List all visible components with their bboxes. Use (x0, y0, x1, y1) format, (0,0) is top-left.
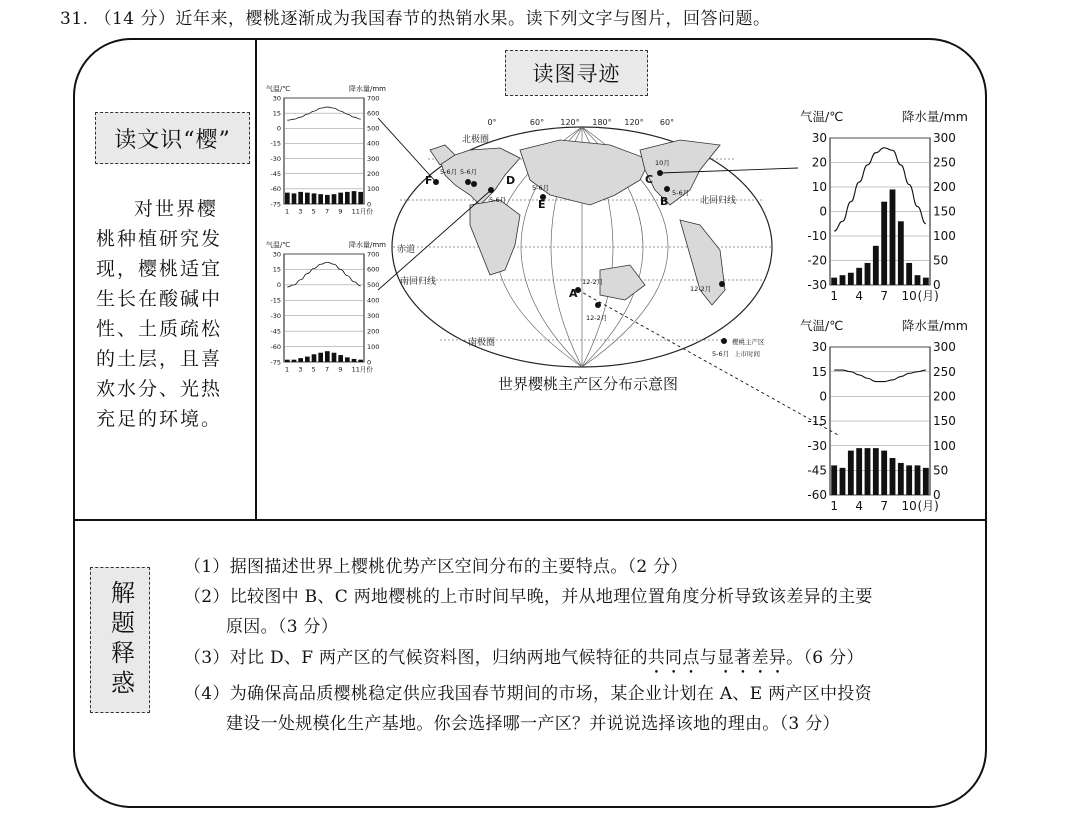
time-label: 5-6月 (489, 196, 507, 204)
time-label: 5-6月 (532, 184, 550, 192)
precip-bar (856, 268, 862, 285)
precip-tick-label: 300 (933, 340, 956, 355)
lon-label: 120° (624, 118, 644, 127)
precip-tick-label: 200 (933, 389, 956, 404)
question-2-line2: 原因。（3 分） (226, 617, 339, 637)
month-tick-label: 7 (880, 289, 888, 303)
precip-bar (881, 451, 887, 495)
precip-tick-label: 100 (933, 438, 956, 453)
precip-bar (865, 263, 871, 285)
equator-label: 赤道 (397, 245, 416, 255)
point-D: D (506, 174, 516, 187)
precip-bar (840, 468, 846, 495)
precip-bar (906, 263, 912, 285)
temperature-curve (834, 148, 926, 231)
arctic-circle-label: 北极圈 (462, 135, 490, 145)
temp-tick-label: 0 (276, 281, 281, 290)
precip-tick-label: 600 (367, 265, 380, 274)
temp-tick-label: 10 (811, 180, 827, 195)
month-tick-label: 5 (311, 207, 316, 216)
temp-tick-label: 15 (272, 265, 281, 274)
temp-tick-label: 20 (811, 155, 827, 170)
question-3-mid: 与 (699, 648, 717, 668)
temp-axis-label: 气温/℃ (800, 109, 844, 124)
point-B: B (660, 195, 669, 208)
temp-tick-label: -15 (270, 139, 281, 148)
precip-bar (292, 193, 297, 204)
cherry-marker (595, 302, 601, 308)
lon-label: 60° (529, 118, 545, 127)
precip-bar (915, 275, 921, 285)
month-tick-label: 4 (855, 499, 863, 513)
precip-tick-label: 300 (367, 154, 380, 163)
precip-bar (318, 353, 323, 362)
time-label: 12-2月 (586, 314, 608, 322)
month-tick-label: 3 (298, 365, 303, 374)
month-tick-label: 10 (901, 499, 917, 513)
month-tick-label: 5 (311, 365, 316, 374)
month-unit-label: (月) (917, 289, 939, 303)
antarctic-circle-label: 南极圈 (468, 338, 496, 348)
legend-cherry-marker (721, 338, 727, 344)
precip-bar (915, 465, 921, 495)
month-tick-label: 11月份 (351, 207, 373, 216)
precip-bar (338, 355, 343, 362)
lon-label: 0° (487, 118, 497, 127)
chart-frame (284, 98, 364, 204)
tropic-capricorn-label: 南回归线 (400, 277, 437, 287)
month-tick-label: 4 (855, 289, 863, 303)
temp-tick-label: 30 (811, 340, 827, 355)
precip-bar (345, 357, 350, 362)
question-2-line1: （2）比较图中 B、C 两地樱桃的上市时间早晚，并从地理位置角度分析导致该差异的主要 (184, 587, 873, 607)
precip-tick-label: 700 (367, 250, 380, 259)
month-tick-label: 1 (285, 207, 290, 216)
legend-main-label: 樱桃主产区 (732, 338, 765, 346)
temp-tick-label: -30 (270, 154, 281, 163)
temp-tick-label: -20 (807, 253, 827, 268)
precip-bar (890, 458, 896, 495)
precip-bar (285, 360, 290, 362)
precip-bar (898, 221, 904, 285)
precip-tick-label: 50 (933, 463, 949, 478)
cherry-marker (465, 179, 471, 185)
cherry-intro-text: 对世界樱桃种植研究发现，樱桃适宜生长在酸碱中性、土质疏松的土层，且喜欢水分、光热充足的环境。 (96, 198, 223, 430)
precip-tick-label: 0 (367, 200, 372, 209)
precip-tick-label: 700 (367, 94, 380, 103)
precip-bar (312, 354, 317, 362)
temp-tick-label: -45 (807, 463, 827, 478)
time-label: 5-6月 (460, 168, 478, 176)
precip-bar (305, 357, 310, 362)
precip-tick-label: 200 (367, 327, 380, 336)
temp-tick-label: -30 (807, 438, 827, 453)
precip-axis-label: 降水量/mm (349, 85, 386, 93)
climograph-small-top (266, 84, 386, 216)
temp-tick-label: -75 (270, 200, 281, 209)
temp-tick-label: -15 (807, 414, 827, 429)
precip-tick-label: 100 (367, 185, 380, 194)
precip-tick-label: 0 (367, 358, 372, 367)
precip-tick-label: 250 (933, 364, 956, 379)
precip-tick-label: 300 (933, 131, 956, 146)
lon-label: 120° (560, 118, 580, 127)
precip-bar (840, 275, 846, 285)
chart-frame (284, 254, 364, 362)
question-title: 31. （14 分）近年来，樱桃逐渐成为我国春节的热销水果。读下列文字与图片，回答问题。 (60, 9, 771, 29)
time-label: 12-2月 (582, 278, 604, 286)
precip-bar (292, 360, 297, 362)
precip-bar (906, 465, 912, 495)
month-tick-label: 9 (338, 365, 343, 374)
month-tick-label: 7 (325, 207, 330, 216)
climograph-large-bottom (800, 318, 968, 513)
cherry-marker (471, 181, 477, 187)
cherry-marker (664, 186, 670, 192)
precip-tick-label: 0 (933, 278, 941, 293)
precip-tick-label: 150 (933, 414, 956, 429)
question-3 (184, 643, 864, 678)
solve-label: 解题释惑 (106, 580, 135, 700)
precip-axis-label: 降水量/mm (349, 241, 386, 249)
precip-bar (318, 194, 323, 204)
solve-label-box (90, 567, 150, 713)
temperature-curve (287, 262, 360, 287)
lon-label: 60° (659, 118, 675, 127)
precip-tick-label: 500 (367, 281, 380, 290)
read-map-label: 读图寻迹 (532, 62, 621, 86)
legend-time-label: 上市时间 (734, 350, 760, 358)
precip-tick-label: 400 (367, 139, 380, 148)
temp-axis-label: 气温/℃ (266, 241, 291, 249)
cherry-marker (719, 281, 725, 287)
precip-bar (848, 273, 854, 285)
temperature-curve (287, 107, 360, 120)
climograph-small-bottom (266, 240, 386, 374)
precip-bar (890, 189, 896, 285)
month-tick-label: 1 (285, 365, 290, 374)
time-label: 5-6月 (440, 168, 458, 176)
legend-time-sample: 5-6月 (712, 350, 730, 358)
month-tick-label: 10 (901, 289, 917, 303)
month-tick-label: 7 (880, 499, 888, 513)
time-label: 10月 (655, 159, 670, 167)
temp-tick-label: -45 (270, 327, 281, 336)
precip-bar (285, 193, 290, 204)
month-tick-label: 7 (325, 365, 330, 374)
month-unit-label: (月) (917, 499, 939, 513)
precip-bar (332, 353, 337, 362)
precip-bar (312, 193, 317, 204)
temp-tick-label: -30 (270, 311, 281, 320)
precip-bar (338, 193, 343, 204)
temp-tick-label: 30 (811, 131, 827, 146)
question-1: （1）据图描述世界上樱桃优势产区空间分布的主要特点。（2 分） (184, 557, 688, 577)
temp-tick-label: 0 (276, 124, 281, 133)
precip-bar (352, 191, 357, 204)
precip-bar (873, 448, 879, 495)
question-4-line2: 建设一处规模化生产基地。你会选择哪一产区？并说说选择该地的理由。（3 分） (226, 714, 840, 734)
temp-tick-label: 15 (272, 109, 281, 118)
time-label: 5-6月 (672, 189, 690, 197)
temp-tick-label: -60 (270, 342, 281, 351)
time-label: 12-2月 (690, 285, 712, 293)
precip-bar (358, 360, 363, 362)
precip-bar (865, 448, 871, 495)
precip-bar (332, 194, 337, 204)
precip-bar (831, 278, 837, 285)
precip-tick-label: 0 (933, 488, 941, 503)
precip-axis-label: 降水量/mm (901, 109, 968, 124)
temp-tick-label: -30 (807, 278, 827, 293)
read-text-label: 读文识“樱” (114, 127, 231, 153)
month-tick-label: 3 (298, 207, 303, 216)
temp-tick-label: -45 (270, 169, 281, 178)
connector-line (578, 290, 840, 436)
temp-tick-label: -15 (270, 296, 281, 305)
precip-bar (305, 193, 310, 204)
month-tick-label: 1 (830, 499, 838, 513)
month-tick-label: 1 (830, 289, 838, 303)
precip-tick-label: 400 (367, 296, 380, 305)
precip-bar (298, 358, 303, 362)
precip-bar (848, 451, 854, 495)
temp-tick-label: 0 (819, 389, 827, 404)
temp-tick-label: -60 (270, 185, 281, 194)
world-map (378, 118, 840, 436)
connector-line (378, 190, 491, 290)
precip-tick-label: 100 (933, 229, 956, 244)
precip-axis-label: 降水量/mm (901, 318, 968, 333)
precip-bar (923, 278, 929, 285)
precip-bar (352, 359, 357, 362)
precip-bar (325, 351, 330, 362)
temp-axis-label: 气温/℃ (800, 318, 844, 333)
precip-tick-label: 500 (367, 124, 380, 133)
precip-bar (898, 463, 904, 495)
month-tick-label: 9 (338, 207, 343, 216)
map-caption: 世界樱桃主产区分布示意图 (497, 375, 679, 393)
precip-bar (325, 195, 330, 204)
tropic-cancer-label: 北回归线 (700, 196, 737, 206)
question-3-pre: （3）对比 D、F 两产区的气候资料图，归纳两地气候特征的 (184, 648, 648, 668)
temp-axis-label: 气温/℃ (266, 85, 291, 93)
precip-tick-label: 300 (367, 311, 380, 320)
precip-tick-label: 50 (933, 253, 949, 268)
climograph-large-top (800, 109, 968, 303)
precip-bar (358, 192, 363, 204)
precip-tick-label: 600 (367, 109, 380, 118)
point-A: A (569, 287, 578, 300)
question-3-emphasis-1: 共同点 (647, 648, 700, 668)
precip-bar (345, 192, 350, 204)
precip-bar (298, 192, 303, 204)
temp-tick-label: -75 (270, 358, 281, 367)
precip-tick-label: 200 (933, 180, 956, 195)
precip-bar (856, 448, 862, 495)
precip-tick-label: 150 (933, 204, 956, 219)
connector-line (378, 118, 436, 182)
point-F: F (425, 174, 433, 187)
point-E: E (538, 198, 546, 211)
lon-label: 180° (592, 118, 612, 127)
question-3-emphasis-2: 显著差异 (716, 648, 787, 668)
precip-bar (881, 202, 887, 285)
precip-tick-label: 200 (367, 169, 380, 178)
temp-tick-label: 0 (819, 204, 827, 219)
precip-bar (873, 246, 879, 285)
temp-tick-label: -60 (807, 488, 827, 503)
month-tick-label: 11月份 (351, 365, 373, 374)
precip-tick-label: 250 (933, 155, 956, 170)
question-4-line1: （4）为确保高品质樱桃稳定供应我国春节期间的市场，某企业计划在 A、E 两产区中投资 (184, 684, 872, 704)
temp-tick-label: 30 (272, 250, 281, 259)
point-C: C (645, 173, 654, 186)
temp-tick-label: 15 (811, 364, 827, 379)
precip-bar (831, 465, 837, 495)
temp-tick-label: -10 (807, 229, 827, 244)
temp-tick-label: 30 (272, 94, 281, 103)
precip-tick-label: 100 (367, 342, 380, 351)
precip-bar (923, 468, 929, 495)
question-3-post: 。（6 分） (786, 648, 864, 668)
